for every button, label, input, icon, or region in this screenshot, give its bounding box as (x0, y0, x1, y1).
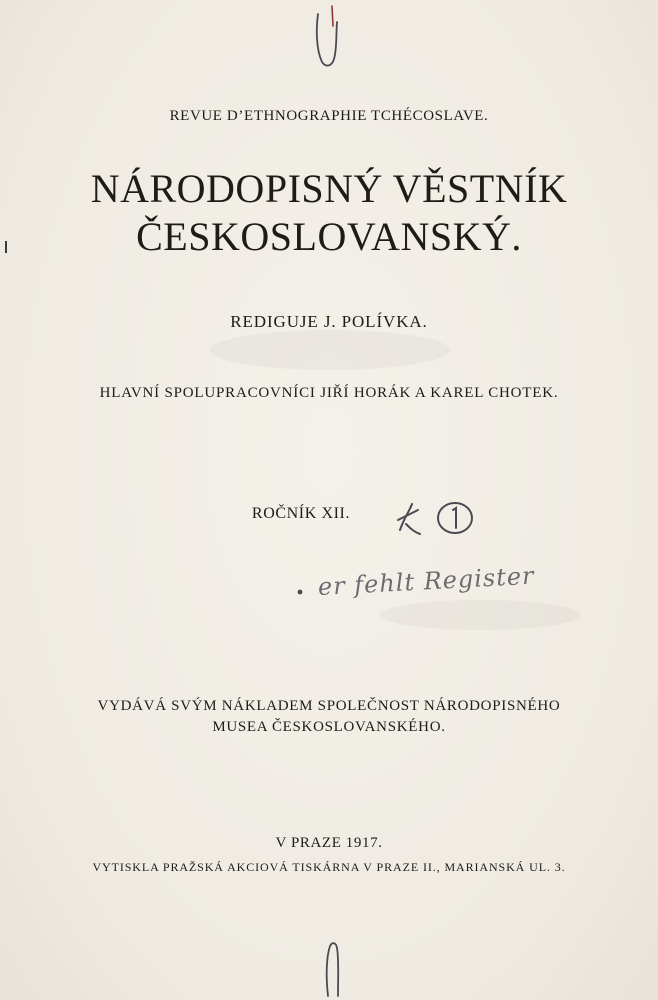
publisher-line2: MUSEA ČESKOSLOVANSKÉHO. (212, 719, 446, 735)
journal-subtitle-french: REVUE D’ETHNOGRAPHIE TCHÉCOSLAVE. (169, 108, 489, 124)
journal-title-line1: NÁRODOPISNÝ VĚSTNÍK (90, 166, 568, 211)
place-year-line: V PRAZE 1917. (275, 835, 383, 851)
journal-title-line2: ČESKOSLOVANSKÝ. (136, 214, 522, 259)
paper-smudge (210, 330, 450, 370)
collaborators-line: HLAVNÍ SPOLUPRACOVNÍCI JIŘÍ HORÁK A KAREL CHOTEK. (99, 385, 559, 401)
printer-line: VYTISKLA PRAŽSKÁ AKCIOVÁ TISKÁRNA V PRAZE II., MARIANSKÁ UL. 3. (92, 860, 566, 874)
publisher-line1: VYDÁVÁ SVÝM NÁKLADEM SPOLEČNOST NÁRODOPISNÉHO (97, 698, 561, 714)
handwritten-dot (296, 588, 304, 596)
handwritten-note: er fehlt Register (317, 561, 536, 601)
paper-smudge (380, 600, 580, 630)
editor-line: REDIGUJE J. POLÍVKA. (230, 312, 428, 331)
handwritten-volume-mark (392, 498, 482, 542)
pencil-mark-bottom (318, 938, 348, 998)
volume-line: ROČNÍK XII. (251, 505, 351, 522)
pencil-mark-top (310, 4, 350, 74)
